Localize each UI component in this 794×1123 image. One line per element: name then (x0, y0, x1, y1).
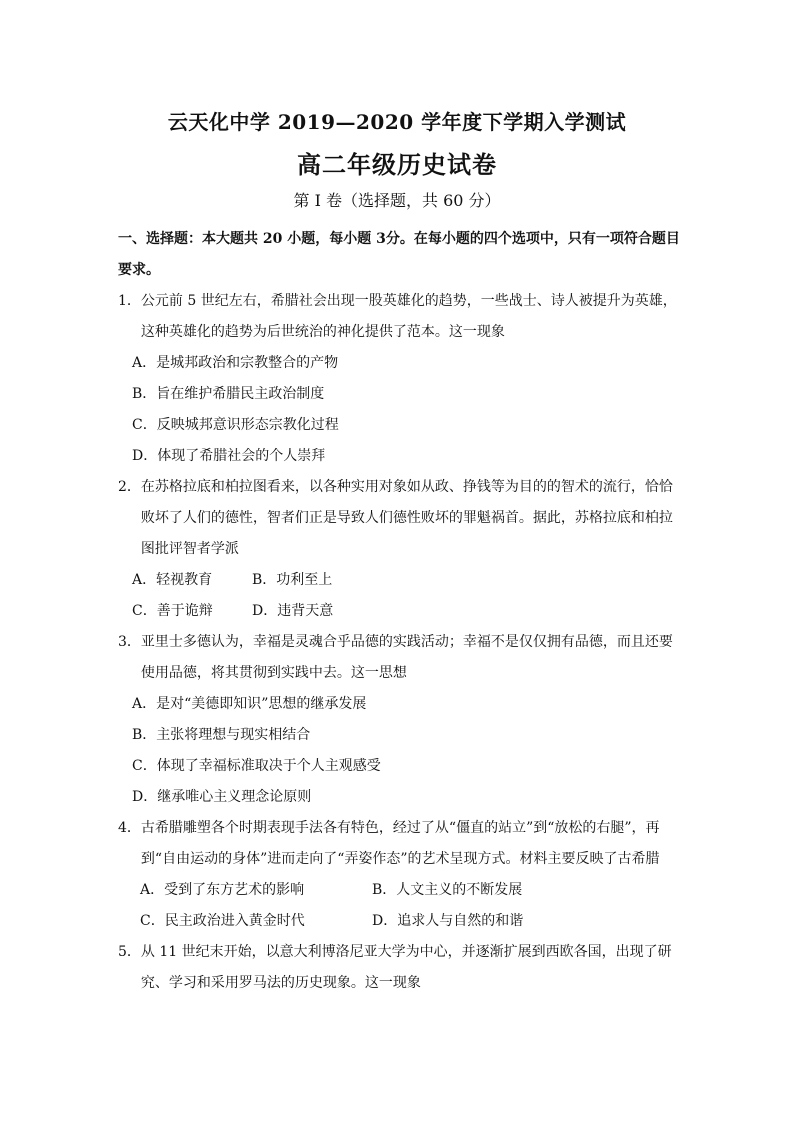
question-number: 4． (118, 820, 141, 836)
question-stem (118, 627, 686, 689)
option-b: B．旨在维护希腊民主政治制度 (132, 386, 325, 402)
option-a: A．轻视教育 (132, 572, 213, 588)
question-options (118, 565, 686, 627)
question-1 (118, 286, 686, 472)
question-stem (118, 286, 686, 348)
option-b: B．功利至上 (252, 572, 333, 588)
question-text: 亚里士多德认为，幸福是灵魂合乎品德的实践活动；幸福不是仅仅拥有品德，而且还要使用品德，将其贯彻到实践中去。这一思想 (140, 634, 673, 681)
option-c: C．体现了幸福标准取决于个人主观感受 (132, 758, 381, 774)
question-3 (118, 627, 686, 813)
question-stem (118, 472, 686, 565)
option-a: A．是城邦政治和宗教整合的产物 (132, 355, 339, 371)
question-number: 1． (118, 293, 141, 309)
question-2 (118, 472, 686, 627)
option-c: C．反映城邦意识形态宗教化过程 (132, 417, 339, 433)
question-number: 5． (118, 944, 141, 960)
option-a: A．受到了东方艺术的影响 (140, 882, 305, 898)
exam-content (118, 224, 686, 999)
question-number: 3． (118, 634, 141, 650)
question-options (118, 348, 686, 472)
option-b: B．人文主义的不断发展 (372, 882, 523, 898)
option-row (132, 596, 686, 627)
option-d: D．继承唯心主义理念论原则 (132, 789, 312, 805)
question-number: 2． (118, 479, 141, 495)
option-row (140, 906, 686, 937)
question-options (118, 875, 686, 937)
section-instruction: 一、选择题：本大题共 20 小题，每小题 3分。在每小题的四个选项中，只有一项符合题目要求。 (118, 231, 680, 278)
option-d: D．体现了希腊社会的个人崇拜 (132, 448, 326, 464)
option-d: D．追求人与自然的和谐 (372, 913, 524, 929)
option-row (132, 565, 686, 596)
question-5 (118, 937, 686, 999)
option-c: C．善于诡辩 (132, 603, 213, 619)
question-text: 从 11 世纪末开始，以意大利博洛尼亚大学为中心，并逐渐扩展到西欧各国，出现了研究、学习和采用罗马法的历史现象。这一现象 (140, 944, 672, 991)
question-stem (118, 813, 686, 875)
question-options (118, 689, 686, 813)
exam-title: 云天化中学 2019—2020 学年度下学期入学测试 (167, 110, 627, 134)
exam-subtitle: 高二年级历史试卷 (297, 150, 497, 179)
option-d: D．违背天意 (252, 603, 334, 619)
question-4 (118, 813, 686, 937)
question-text: 古希腊雕塑各个时期表现手法各有特色，经过了从“僵直的站立”到“放松的右腿”，再到“自由运动的身体”进而走向了“弄姿作态”的艺术呈现方式。材料主要反映了古希腊 (140, 820, 660, 867)
question-text: 在苏格拉底和柏拉图看来，以各种实用对象如从政、挣钱等为目的的智术的流行，恰恰败坏了人们的德性，智者们正是导致人们德性败坏的罪魁祸首。据此，苏格拉底和柏拉图批评智者学派 (140, 479, 673, 557)
question-stem (118, 937, 686, 999)
option-c: C．民主政治进入黄金时代 (140, 913, 305, 929)
option-row (140, 875, 686, 906)
option-a: A．是对“美德即知识”思想的继承发展 (132, 696, 367, 712)
question-text: 公元前 5 世纪左右，希腊社会出现一股英雄化的趋势，一些战士、诗人被提升为英雄，这种英雄化的趋势为后世统治的神化提供了范本。这一现象 (140, 293, 677, 340)
option-b: B．主张将理想与现实相结合 (132, 727, 311, 743)
part-heading: 第 I 卷（选择题，共 60 分） (293, 191, 501, 210)
